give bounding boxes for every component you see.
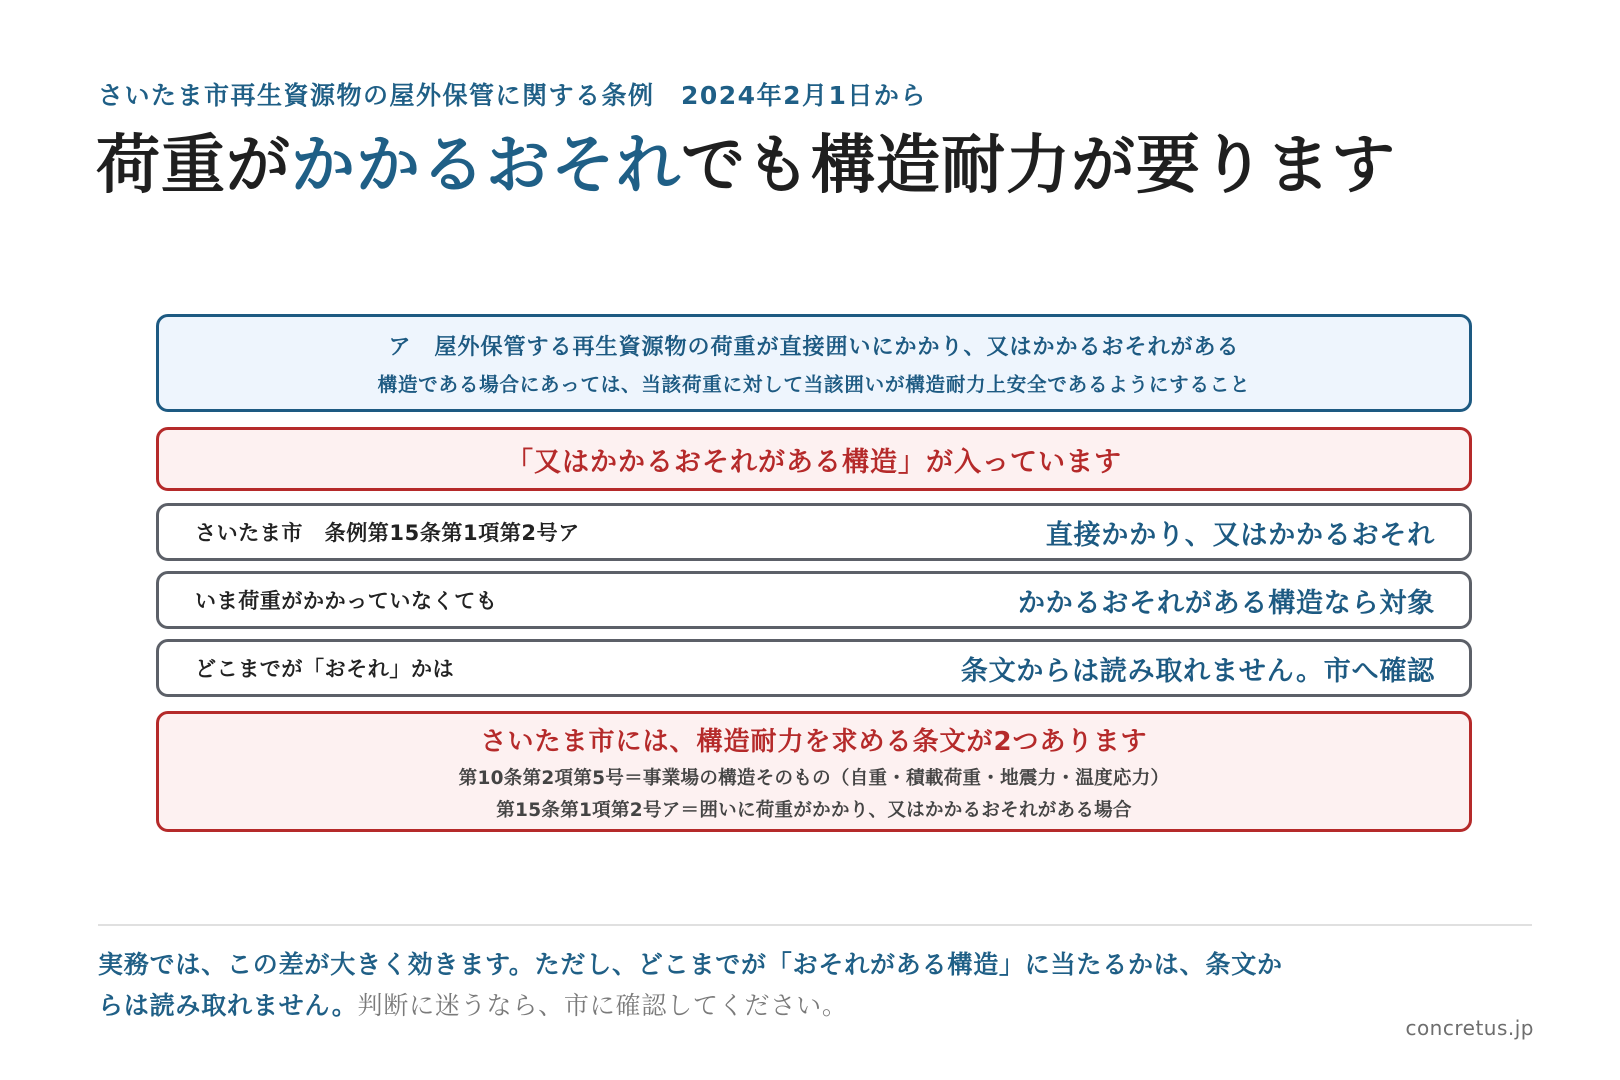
comparison-row-value: 条文からは読み取れません。市へ確認: [960, 655, 1435, 687]
footer-note-strong: 実務では、この差が大きく効きます。ただし、どこまでが「おそれがある構造」に当たるかは、条文からは読み取れません。: [98, 950, 1283, 1020]
comparison-row: [156, 639, 1472, 697]
title-part-2: でも構造耐力が要ります: [681, 129, 1396, 203]
divider: [98, 924, 1532, 926]
comparison-row-label: どこまでが「おそれ」かは: [195, 657, 455, 681]
comparison-row: [156, 503, 1472, 561]
comparison-row: [156, 571, 1472, 629]
footer-note-plain: 判断に迷うなら、市に確認してください。: [357, 991, 848, 1020]
articles-summary-title: さいたま市には、構造耐力を求める条文が2つあります: [480, 727, 1148, 757]
comparison-row-value: かかるおそれがある構造なら対象: [1018, 587, 1435, 619]
comparison-row-label: さいたま市 条例第15条第1項第2号ア: [195, 521, 580, 545]
article-reference: 第15条第1項第2号ア＝囲いに荷重がかかり、又はかかるおそれがある場合: [496, 800, 1132, 821]
site-credit: concretus.jp: [1405, 1016, 1534, 1040]
comparison-row-value: 直接かかり、又はかかるおそれ: [1045, 519, 1435, 551]
page-title: [96, 130, 1396, 204]
highlight-box: [156, 427, 1472, 491]
article-reference: 第10条第2項第5号＝事業場の構造そのもの（自重・積載荷重・地震力・温度応力）: [458, 768, 1170, 789]
highlight-text: 「又はかかるおそれがある構造」が入っています: [506, 446, 1122, 478]
article-quote-line-2: 構造である場合にあっては、当該荷重に対して当該囲いが構造耐力上安全であるようにすること: [377, 372, 1251, 396]
subtitle: さいたま市再生資源物の屋外保管に関する条例 2024年2月1日から: [98, 81, 927, 110]
footer-note: [98, 944, 1298, 1026]
article-quote-box: [156, 314, 1472, 412]
comparison-row-label: いま荷重がかかっていなくても: [195, 589, 498, 613]
articles-summary-box: [156, 711, 1472, 832]
title-part-1: 荷重が: [96, 129, 291, 203]
article-quote-line-1: ア 屋外保管する再生資源物の荷重が直接囲いにかかり、又はかかるおそれがある: [388, 334, 1240, 360]
title-accent: かかるおそれ: [291, 129, 681, 203]
